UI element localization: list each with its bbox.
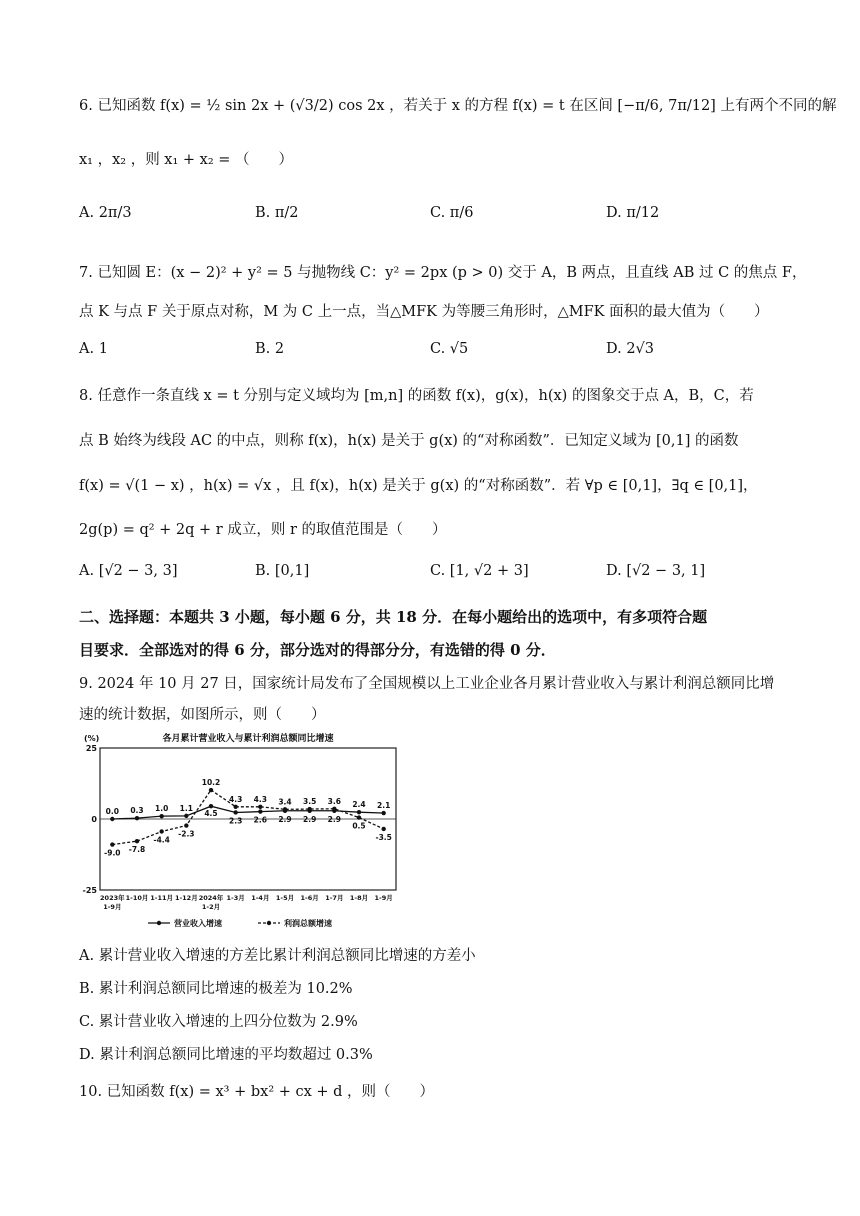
profit-data-label: 3.6 xyxy=(327,796,341,806)
y-tick-label: 0 xyxy=(91,815,97,824)
q6-stem-line2: x₁ ，x₂ ，则 x₁ + x₂ = （ ） xyxy=(79,152,294,168)
legend-profit-label: 利润总额增速 xyxy=(284,919,332,928)
revenue-data-label: 1.0 xyxy=(155,804,169,814)
profit-point xyxy=(258,805,262,809)
q9-stem-line2: 速的统计数据，如图所示，则（ ） xyxy=(79,707,326,723)
revenue-point xyxy=(135,816,139,820)
q8-stem-line1: 8. 任意作一条直线 x = t 分别与定义域均为 [m,n] 的函数 f(x)，g(x)，h(x) 的图象交于点 A，B，C，若 xyxy=(79,388,754,404)
profit-point xyxy=(283,807,287,811)
profit-point xyxy=(357,815,361,819)
profit-data-label: 0.5 xyxy=(352,821,366,831)
profit-data-label: -2.3 xyxy=(178,829,195,839)
profit-data-label: -9.0 xyxy=(104,848,121,858)
q8-stem-line4: 2g(p) = q² + 2q + r 成立，则 r 的取值范围是（ ） xyxy=(79,522,447,538)
q8-stem-line3: f(x) = √(1 − x) ，h(x) = √x ，且 f(x)，h(x) 是关于 g(x) 的“对称函数”．若 ∀p ∈ [0,1]，∃q ∈ [0,1]， xyxy=(79,478,758,494)
revenue-point xyxy=(258,809,262,813)
legend-revenue-marker xyxy=(157,921,161,925)
revenue-data-label: 2.3 xyxy=(229,816,243,826)
q9-chart xyxy=(78,728,408,938)
profit-data-label: 4.3 xyxy=(229,794,243,804)
revenue-point xyxy=(159,814,163,818)
q7-stem-line1: 7. 已知圆 E：(x − 2)² + y² = 5 与抛物线 C：y² = 2px (p > 0) 交于 A，B 两点，且直线 AB 过 C 的焦点 F， xyxy=(79,265,807,281)
profit-data-label: -7.8 xyxy=(128,845,146,855)
x-tick-label: 1-2月 xyxy=(201,903,221,911)
revenue-point xyxy=(184,814,188,818)
q6-option-b: B. π/2 xyxy=(255,205,299,221)
x-tick-label: 1-9月 xyxy=(103,903,122,911)
revenue-data-label: 2.9 xyxy=(303,814,317,824)
profit-point xyxy=(307,807,311,811)
profit-point xyxy=(159,829,163,833)
x-tick-label: 1-12月 xyxy=(174,894,198,902)
revenue-point xyxy=(209,804,213,808)
q8-option-d: D. [√2 − 3, 1] xyxy=(606,563,706,579)
profit-point xyxy=(381,827,385,831)
profit-data-label: 3.4 xyxy=(278,797,292,807)
x-tick-label: 1-5月 xyxy=(275,894,295,902)
x-tick-label: 1-7月 xyxy=(325,894,344,902)
section2-heading-line2: 目要求．全部选对的得 6 分，部分选对的得部分分，有选错的得 0 分． xyxy=(79,641,556,659)
x-tick-label: 1-3月 xyxy=(226,894,245,902)
profit-point xyxy=(110,842,114,846)
x-tick-label: 1-11月 xyxy=(150,894,174,902)
q9-option-c: C. 累计营业收入增速的上四分位数为 2.9% xyxy=(79,1014,358,1030)
x-tick-label: 1-6月 xyxy=(300,894,319,902)
revenue-data-label: 0.3 xyxy=(130,806,144,816)
x-tick-label: 2024年 xyxy=(198,894,224,902)
y-tick-label: 25 xyxy=(85,744,97,753)
q6-option-d: D. π/12 xyxy=(606,205,660,221)
profit-data-label: 4.3 xyxy=(253,794,267,804)
profit-data-label: -4.4 xyxy=(153,835,170,845)
profit-point xyxy=(184,823,188,827)
q8-stem-line2: 点 B 始终为线段 AC 的中点，则称 f(x)，h(x) 是关于 g(x) 的“对称函数”．已知定义域为 [0,1] 的函数 xyxy=(79,433,739,449)
revenue-point xyxy=(357,810,361,814)
q9-line-chart-svg xyxy=(78,728,408,938)
y-axis-unit-label: (%) xyxy=(84,734,100,743)
q6-stem-line1: 6. 已知函数 f(x) = ½ sin 2x + (√3/2) cos 2x ，若关于 x 的方程 f(x) = t 在区间 [−π/6, 7π/12] 上有两个不同的解 xyxy=(79,98,837,114)
revenue-data-label: 2.1 xyxy=(377,801,391,811)
revenue-data-label: 2.9 xyxy=(278,814,292,824)
revenue-data-label: 1.1 xyxy=(179,803,193,813)
profit-data-label: 3.5 xyxy=(303,797,317,807)
revenue-data-label: 2.4 xyxy=(352,800,366,810)
x-tick-label: 1-10月 xyxy=(125,894,149,902)
q7-option-b: B. 2 xyxy=(255,341,285,357)
profit-point xyxy=(332,807,336,811)
x-tick-label: 1-9月 xyxy=(374,894,393,902)
q7-option-d: D. 2√3 xyxy=(606,341,655,357)
q7-option-a: A. 1 xyxy=(79,341,108,357)
profit-data-label: 10.2 xyxy=(201,778,221,788)
q10-stem: 10. 已知函数 f(x) = x³ + bx² + cx + d ，则（ ） xyxy=(79,1084,435,1100)
x-tick-label: 2023年 xyxy=(100,894,125,902)
q6-option-c: C. π/6 xyxy=(430,205,474,221)
q9-stem-line1: 9. 2024 年 10 月 27 日，国家统计局发布了全国规模以上工业企业各月累计营业收入与累计利润总额同比增 xyxy=(79,676,775,692)
revenue-data-label: 2.6 xyxy=(253,815,267,825)
revenue-data-label: 2.9 xyxy=(327,814,341,824)
q9-option-d: D. 累计利润总额同比增速的平均数超过 0.3% xyxy=(79,1047,373,1063)
q7-stem-line2: 点 K 与点 F 关于原点对称，M 为 C 上一点，当△MFK 为等腰三角形时，△MFK 面积的最大值为（ ） xyxy=(79,304,769,320)
x-tick-label: 1-8月 xyxy=(349,894,369,902)
profit-point xyxy=(233,805,237,809)
chart-title: 各月累计营业收入与累计利润总额同比增速 xyxy=(162,734,334,744)
q8-option-a: A. [√2 − 3, 3] xyxy=(79,563,178,579)
revenue-point xyxy=(233,810,237,814)
profit-point xyxy=(209,788,213,792)
q8-option-b: B. [0,1] xyxy=(255,563,310,579)
q7-option-c: C. √5 xyxy=(430,341,469,357)
revenue-data-label: 0.0 xyxy=(105,807,119,816)
y-tick-label: -25 xyxy=(82,886,97,895)
legend-profit-marker xyxy=(267,921,271,925)
profit-data-label: -3.5 xyxy=(375,832,392,842)
q9-option-b: B. 累计利润总额同比增速的极差为 10.2% xyxy=(79,981,353,997)
q6-option-a: A. 2π/3 xyxy=(79,205,132,221)
revenue-point xyxy=(381,811,385,815)
revenue-point xyxy=(110,817,114,821)
legend-revenue-label: 营业收入增速 xyxy=(174,919,222,928)
q8-option-c: C. [1, √2 + 3] xyxy=(430,563,529,579)
q9-option-a: A. 累计营业收入增速的方差比累计利润总额同比增速的方差小 xyxy=(79,948,476,964)
profit-point xyxy=(135,839,139,843)
revenue-data-label: 4.5 xyxy=(204,809,218,819)
x-tick-label: 1-4月 xyxy=(251,894,270,902)
section2-heading-line1: 二、选择题：本题共 3 小题，每小题 6 分，共 18 分．在每小题给出的选项中，有多项符合题 xyxy=(79,608,708,626)
